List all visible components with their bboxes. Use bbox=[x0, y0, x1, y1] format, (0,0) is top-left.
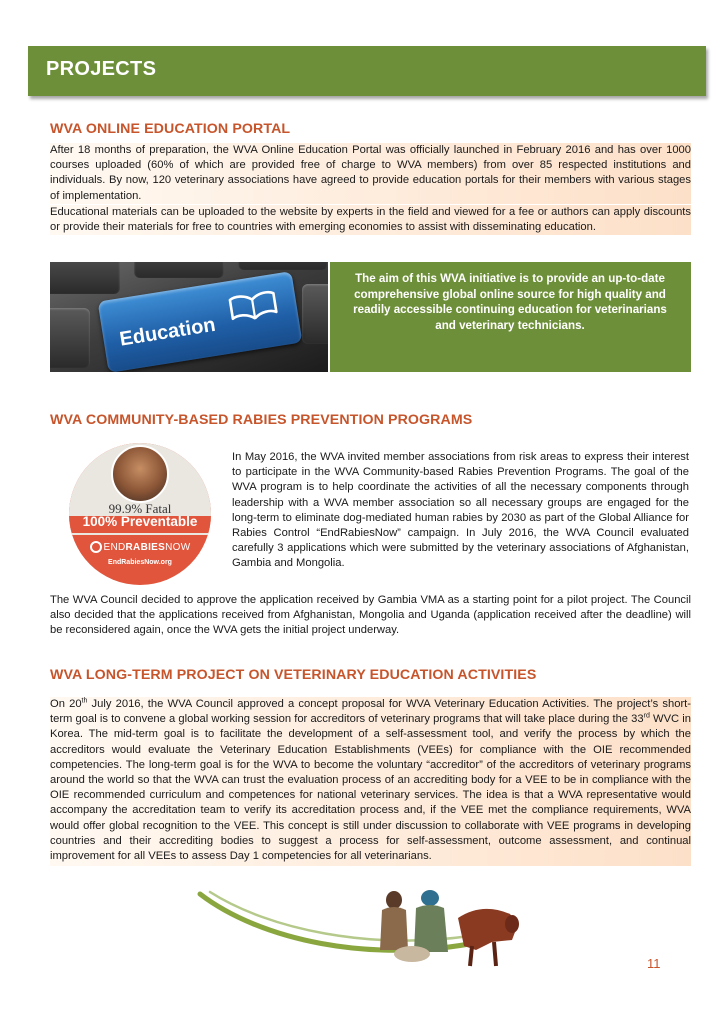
longterm-paragraph: On 20th July 2016, the WVA Council approved a concept proposal for WVA Veterinary Education Activities. The project’s short-term goal is to convene a global working session for accreditors of veterinary programs that will take place during the 33rd WVC in Korea. The mid-term goal is to facilitate the development of a self-assessment tool, and verify the process by which the accreditors would evaluate the Veterinary Education Establishments (VEEs) for compliance with the OIE recommended competencies. The long-term goal is for the WVA to become the voluntary “accreditor” of the accreditors of veterinary programs around the world so that the WVA can trust the evaluation process of an accrediting body for a VEE to be in compliance with the OIE recommended curriculum and competences for national veterinary services. The idea is that a WVA representative would accompany the accreditation team to verify its accreditation process and, if the VEE met the compliance requirements, WVA would offer global recognition to the VEE. This concept is still under discussion to collaborate with VEE programs in developing countries and their accrediting bodies to suggest a process for self-assessment, outcome assessment, and continual improvement for all VEEs to assess Day 1 competencies for all veterinarians. bbox=[50, 697, 691, 866]
end-rabies-now-badge bbox=[69, 443, 211, 585]
portal-heading: WVA ONLINE EDUCATION PORTAL bbox=[50, 121, 291, 137]
rabies-heading: WVA COMMUNITY-BASED RABIES PREVENTION PROGRAMS bbox=[50, 412, 473, 428]
badge-url: EndRabiesNow.org bbox=[108, 559, 172, 566]
open-book-icon bbox=[226, 288, 280, 323]
badge-preventable-text: 100% Preventable bbox=[82, 514, 198, 529]
farmers-with-cattle-photo bbox=[372, 880, 522, 968]
mission-callout bbox=[330, 262, 691, 372]
rabies-paragraph-2: The WVA Council decided to approve the application received by Gambia VMA as a starting point for a pilot project. The Council also decided that the applications received from Afghanistan, Mongolia and Uganda (application received after the deadline) will be reconsidered again, once the WVA gets the initial project underway. bbox=[50, 594, 691, 637]
end-rabies-now-logo: ENDRABIESNOW bbox=[69, 541, 211, 553]
portal-paragraph-1: After 18 months of preparation, the WVA Online Education Portal was officially launched in February 2016 and has over 1000 courses uploaded (60% of which are provided free of charge to WVA members) from over 85 respected institutions and individuals. By now, 120 veterinary associations have agreed to provide education portals for their members with various stages of implementation. bbox=[50, 143, 691, 204]
end-rabies-logo-icon bbox=[90, 541, 102, 553]
rabies-paragraph-1: In May 2016, the WVA invited member associations from risk areas to express their interest to participate in the WVA Community-based Rabies Prevention Programs. The goal of the WVA program is to help coordinate the activities of all the necessary components through leadership with a WVA member association so all necessary groups are engaged for the long-term to eliminate dog-mediated human rabies by 2030 as part of the Global Alliance for Rabies Control “EndRabiesNow” campaign. In July 2016, the WVA Council evaluated carefully 3 applications which were submitted by the veterinary associations of Afghanistan, Gambia and Mongolia. bbox=[232, 451, 689, 570]
page-title: PROJECTS bbox=[46, 58, 157, 80]
mission-callout-text: The aim of this WVA initiative is to provide an up-to-date comprehensive global online source for high quality and readily accessible continuing education for veterinarians and veterinary technicians. bbox=[353, 272, 667, 332]
education-key bbox=[98, 271, 303, 372]
education-key-label: Education bbox=[118, 313, 217, 351]
badge-fatal-text: 99.9% Fatal bbox=[108, 501, 172, 516]
longterm-heading: WVA LONG-TERM PROJECT ON VETERINARY EDUCATION ACTIVITIES bbox=[50, 667, 537, 683]
page-number: 11 bbox=[647, 956, 661, 971]
section-banner bbox=[28, 46, 706, 96]
portal-paragraph-2: Educational materials can be uploaded to the website by experts in the field and viewed for a fee or authors can apply discounts or provide their materials for free to countries with emerging economies to assist with disseminating education. bbox=[50, 205, 691, 235]
child-with-dog-photo bbox=[111, 445, 169, 503]
education-feature bbox=[50, 262, 691, 372]
education-keyboard-photo bbox=[50, 262, 328, 372]
